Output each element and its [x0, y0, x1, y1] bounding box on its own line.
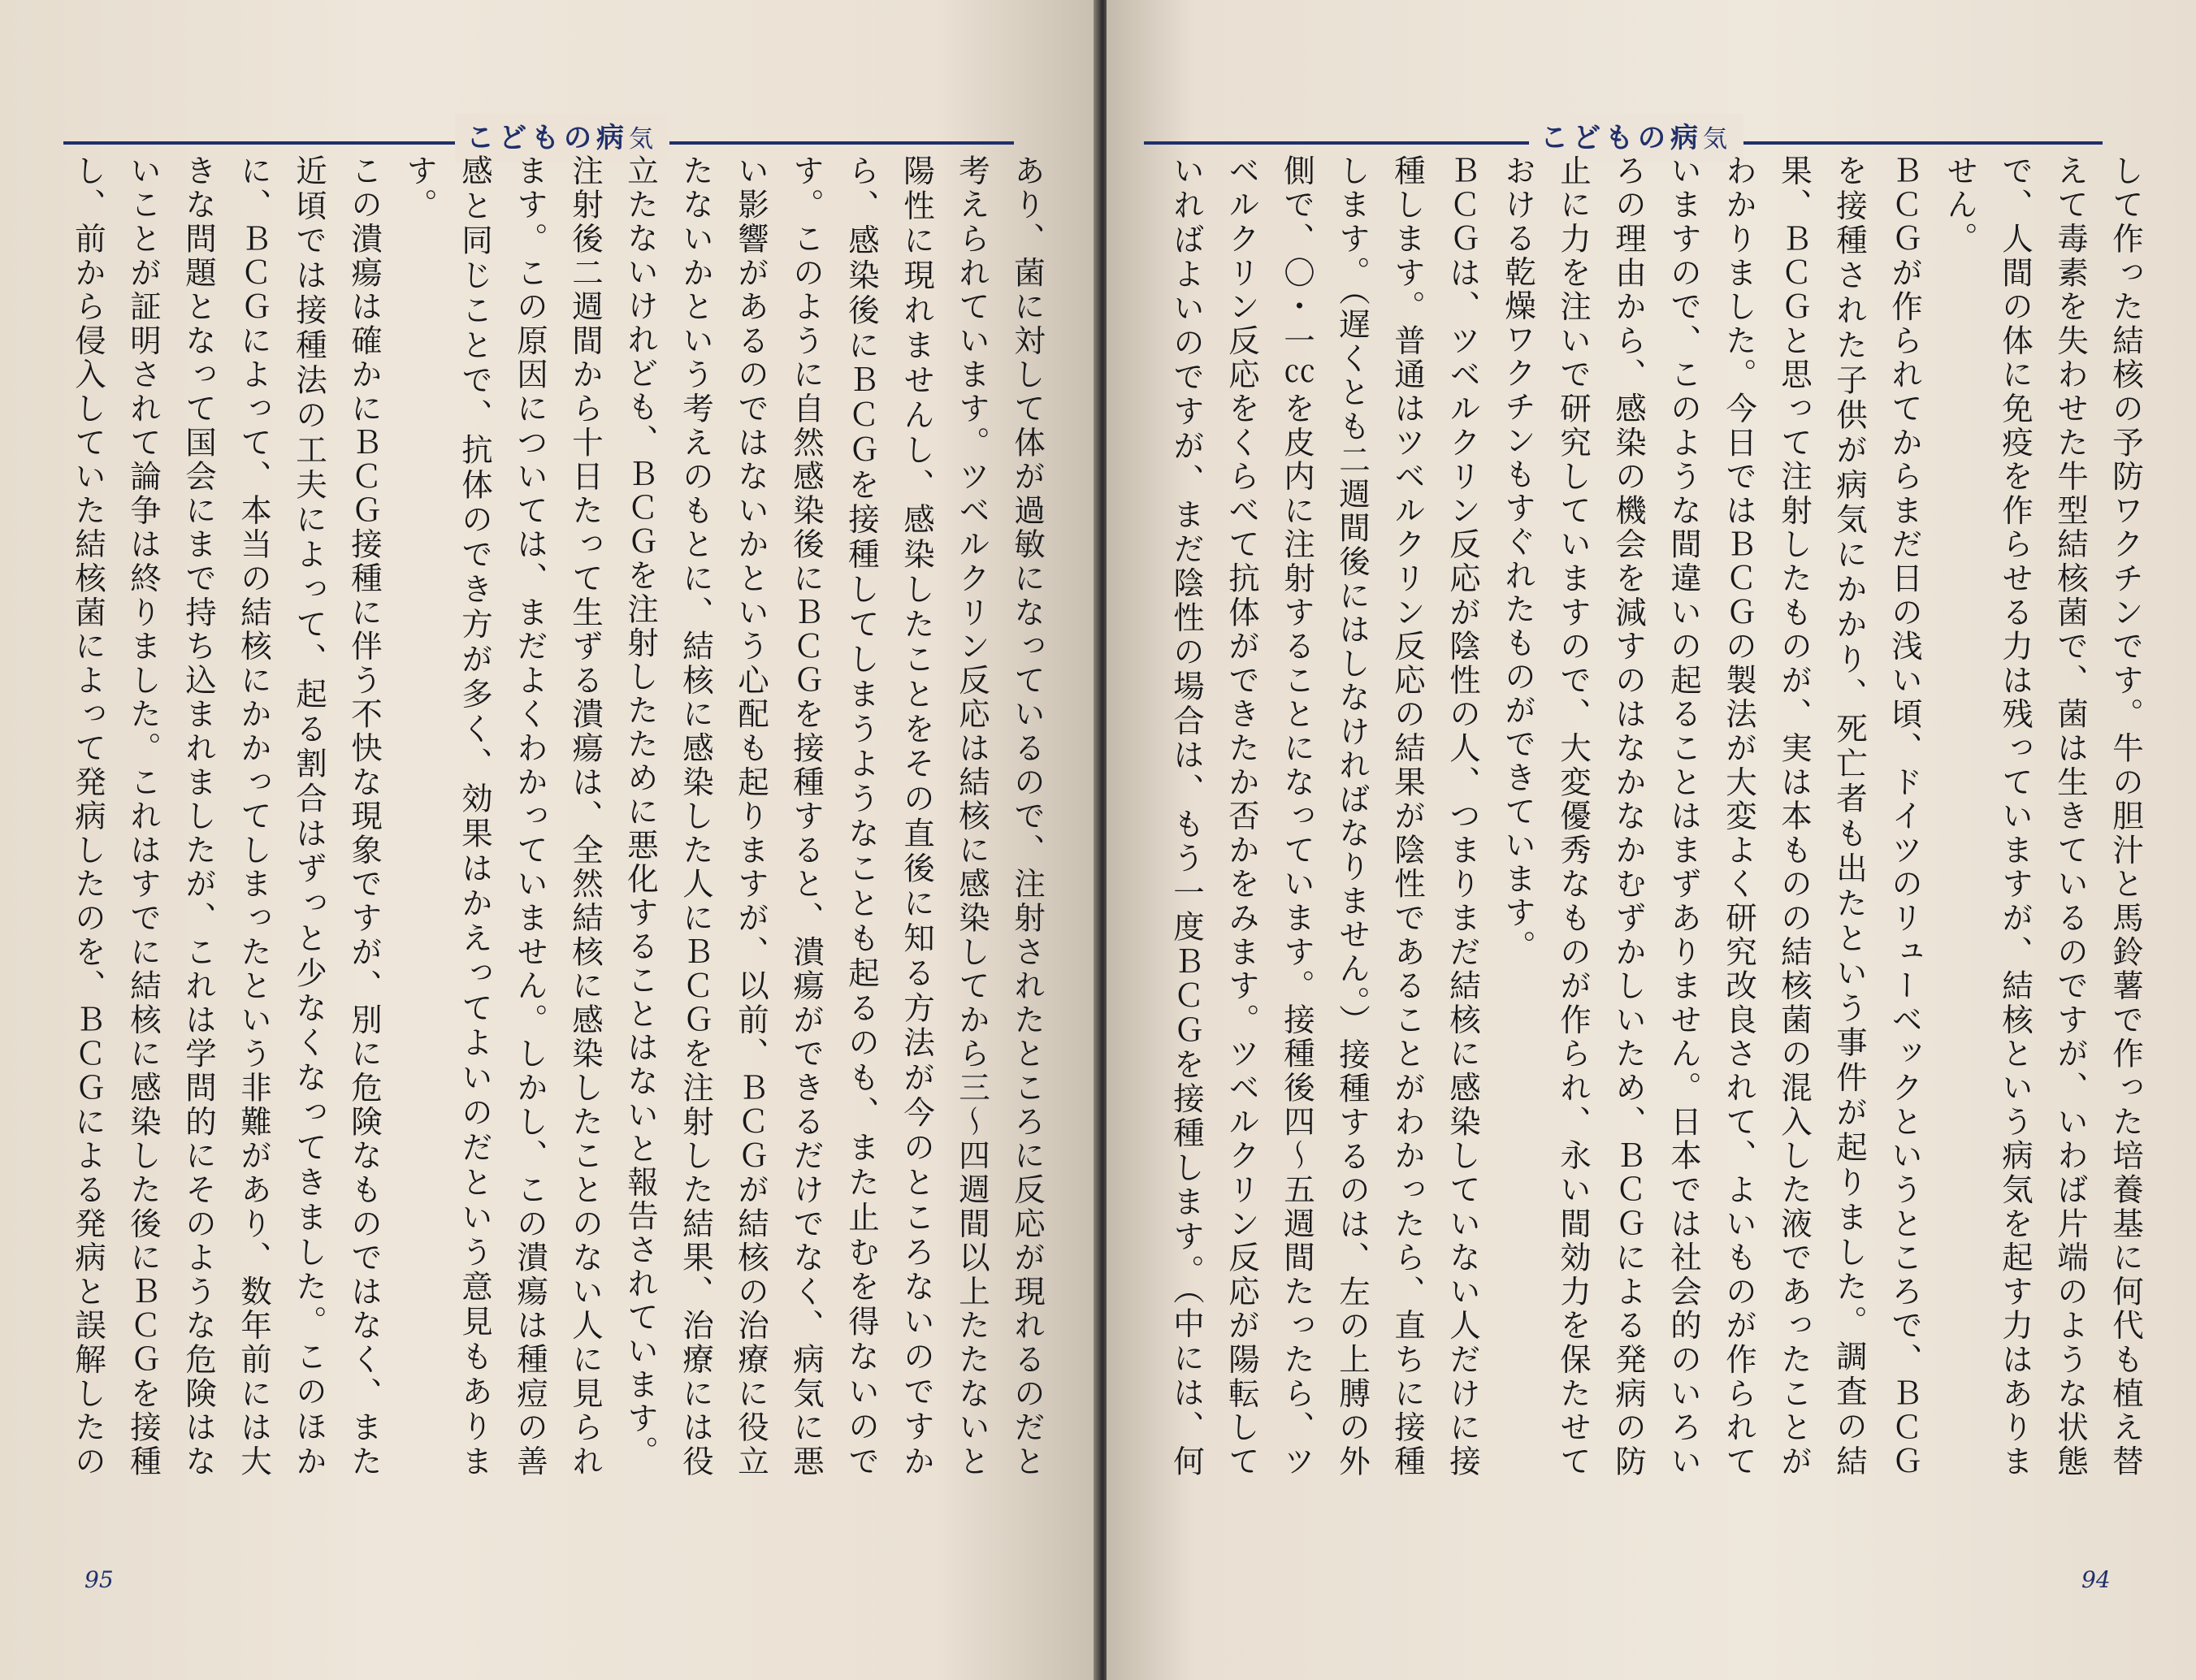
paragraph: ＢＣＧが作られてからまだ日の浅い頃、ドイツのリューベックというところで、ＢＣＧを接種された子供が病気にかかり、死亡者も出たという事件が起りました。調査の結果、ＢＣＧと思って注射したものが、実は本ものの結核菌の混入した液であったことがわかりました。今日ではＢＣＧの製法が大変よく研究改良されて、よいものが作られていますので、このような間違いの起ることはまずありません。日本では社会的のいろいろの理由から、感染の機会を減すのはなかなかむずかしいため、ＢＣＧによる発病の防止に力を注いで研究していますので、大変優秀なものが作られ、永い間効力を保たせておける乾燥ワクチンもすぐれたものができています。: [1500, 154, 1923, 1479]
paragraph: あり、菌に対して体が過敏になっているので、注射されたところに反応が現れるのだと考えられています。ツベルクリン反応は結核に感染してから三～四週間以上たたないと陽性に現れませんし、感染したことをその直後に知る方法が今のところないのですから、感染後にＢＣＧを接種してしまうようなことも起るのも、また止むを得ないのです。このように自然感染後にＢＣＧを接種すると、潰瘍ができるだけでなく、病気に悪い影響があるのではないかという心配も起りますが、以前、ＢＣＧが結核の治療に役立たないかという考えのもとに、結核に感染した人にＢＣＧを注射した結果、治療には役立たないけれども、ＢＣＧを注射したために悪化することはないと報告されています。: [622, 154, 1046, 1479]
paragraph: 注射後二週間から十日たって生ずる潰瘍は、全然結核に感染したことのない人に見られます。この原因については、まだよくわかっていません。しかし、この潰瘍は種痘の善感と同じことで、抗体のでき方が多く、効果はかえってよいのだという意見もあります。: [401, 154, 604, 1479]
paragraph: して作った結核の予防ワクチンです。牛の胆汁と馬鈴薯で作った培養基に何代も植え替えて毒素を失わせた牛型結核菌で、菌は生きているのですが、いわば片端のような状態で、人間の体に免疫を作らせる力は残っていますが、結核という病気を起す力はありません。: [1942, 154, 2144, 1479]
header-title: こどもの病: [466, 122, 629, 154]
paragraph: ＢＣＧは、ツベルクリン反応が陰性の人、つまりまだ結核に感染していない人だけに接種します。普通はツベルクリン反応の結果が陰性であることがわかったら、直ちに接種します。（遅くとも二週間後にはしなければなりません。）接種するのは、左の上膊の外側で、〇・一㏄を皮内に注射することになっています。接種後四～五週間たったら、ツベルクリン反応をくらべて抗体ができたか否かをみます。ツベルクリン反応が陽転していればよいのですが、まだ陰性の場合は、もう一度ＢＣＧを接種します。（中には、何: [1168, 154, 1481, 1479]
header-title: こどもの病: [1540, 122, 1703, 154]
paragraph: この潰瘍は確かにＢＣＧ接種に伴う不快な現象ですが、別に危険なものではなく、また近頃では接種法の工夫によって、起る割合はずっと少なくなってきました。このほかに、ＢＣＧによって、本当の結核にかかってしまったという非難があり、数年前には大きな問題となって国会にまで持ち込まれましたが、これは学問的にそのような危険はないことが証明されて論争は終りました。これはすでに結核に感染した後にＢＣＧを接種し、前から侵入していた結核菌によって発病したのを、ＢＣＧによる発病と誤解したの: [70, 154, 383, 1479]
body-text: [1154, 154, 2153, 1479]
body-text: [63, 154, 1055, 1479]
page-number: 95: [84, 1566, 114, 1593]
header-title-tail: 気: [629, 125, 658, 154]
header-title-tail: 気: [1703, 125, 1732, 154]
page-number: 94: [2081, 1566, 2111, 1593]
right-page: [1107, 0, 2196, 1680]
